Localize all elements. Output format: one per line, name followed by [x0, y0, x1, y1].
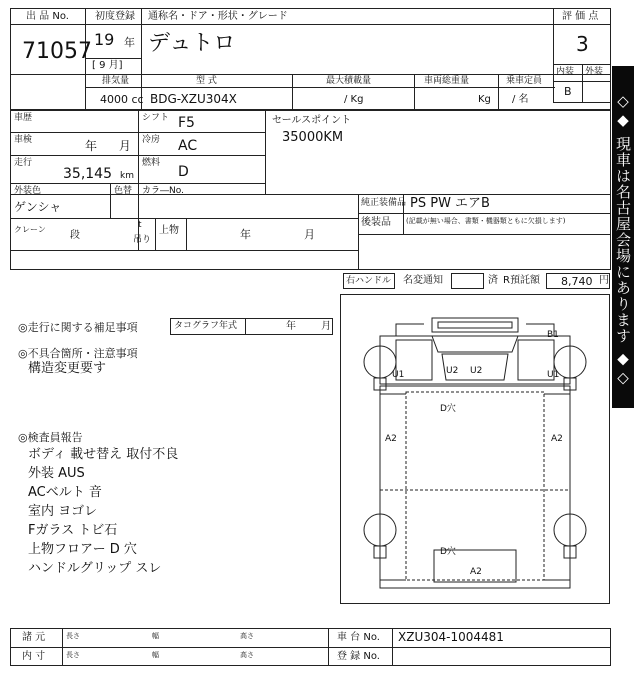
- yen-label: 円: [599, 275, 609, 286]
- type-label: 型 式: [196, 76, 217, 86]
- recycle-prefix: 済: [488, 275, 498, 286]
- shift-label: シフト: [142, 113, 170, 123]
- equipment-label: 純正装備品: [361, 198, 407, 208]
- chassis-label: 車 台 No.: [337, 632, 380, 643]
- interior-grade: B: [564, 85, 572, 98]
- specs-row-label: 諸 元: [22, 632, 46, 643]
- sales-point-value: 35000KM: [282, 130, 344, 145]
- inner-dims-row-label: 内 寸: [22, 651, 46, 662]
- damage-mark: A2: [470, 567, 482, 577]
- list-item: 外装 AUS: [28, 466, 85, 481]
- type-code: BDG-XZU304X: [150, 92, 237, 106]
- length-label: 長さ: [66, 651, 80, 659]
- gross-weight-value: Kg: [478, 94, 491, 105]
- damage-mark: U1: [392, 370, 405, 380]
- fuel-label: 燃料: [142, 158, 161, 168]
- color-no-label: カラ―No.: [142, 186, 184, 196]
- year-unit: 年: [124, 36, 135, 49]
- rhd-label: 右ハンドル: [346, 276, 392, 286]
- crane-label: クレーン: [14, 225, 46, 234]
- mileage-value: 35,145: [63, 166, 112, 182]
- after-parts-note: (記載が無い場合、書類・機器類ともに欠損します): [406, 217, 566, 225]
- after-parts-label: 後装品: [361, 217, 391, 228]
- model-label: 通称名・ドア・形状・グレード: [148, 11, 288, 22]
- damage-mark: U2: [470, 366, 483, 376]
- color-label: 外装色: [14, 186, 42, 196]
- width-label: 幅: [152, 632, 159, 640]
- inspection-value: 年 月: [85, 139, 131, 153]
- list-item: Fガラス トビ石: [28, 523, 118, 538]
- gross-weight-label: 車両総重量: [424, 76, 470, 86]
- chassis-number: XZU304-1004481: [398, 630, 504, 644]
- list-item: ハンドルグリップ スレ: [28, 561, 162, 576]
- defects-title: ◎不具合箇所・注意事項: [18, 347, 138, 360]
- inspection-label: 車検: [14, 135, 33, 145]
- ac-label: 冷房: [142, 135, 161, 145]
- score-value: 3: [576, 32, 589, 56]
- first-registration-label: 初度登録: [95, 11, 135, 22]
- inspector-title: ◎検査員報告: [18, 431, 83, 444]
- truck-diagram: [340, 294, 610, 604]
- bed-month: 月: [304, 228, 315, 241]
- capacity-value: / 名: [512, 94, 529, 105]
- interior-label: 内装: [556, 67, 575, 77]
- recycle-amount: 8,740: [561, 275, 593, 288]
- recycle-label: R預託額: [503, 275, 540, 286]
- width-label: 幅: [152, 651, 159, 659]
- bed-label: 上物: [159, 225, 179, 236]
- model-name: デュトロ: [148, 31, 236, 56]
- sales-point-label: セールスポイント: [272, 115, 352, 126]
- length-label: 長さ: [66, 632, 80, 640]
- mileage-unit: km: [120, 171, 134, 181]
- damage-mark: A2: [551, 434, 563, 444]
- mileage-label: 走行: [14, 158, 33, 168]
- bed-year: 年: [240, 228, 251, 241]
- displacement-label: 排気量: [102, 76, 130, 86]
- list-item: 室内 ヨゴレ: [28, 504, 98, 519]
- hoist-label: 吊り: [133, 235, 152, 245]
- location-banner: ◇◆ 現車は名古屋会場にあります ◆◇: [612, 66, 634, 408]
- exterior-label: 外装: [585, 67, 604, 77]
- list-item: ACベルト 音: [28, 485, 102, 500]
- list-item: 上物フロアー D 穴: [28, 542, 137, 557]
- year-value: 19: [94, 30, 115, 49]
- defects-text: 構造変更要す: [28, 361, 107, 376]
- damage-mark: U1: [547, 370, 560, 380]
- fuel-value: D: [178, 164, 189, 180]
- height-label: 高さ: [240, 632, 254, 640]
- name-change-box: [451, 273, 484, 289]
- damage-mark: D穴: [440, 547, 456, 557]
- capacity-label: 乗車定員: [506, 76, 543, 86]
- registration-label: 登 録 No.: [337, 651, 380, 662]
- score-label: 評 価 点: [562, 11, 599, 22]
- max-load-label: 最大積載量: [326, 76, 372, 86]
- shift-value: F5: [178, 115, 195, 131]
- inspector-list: [28, 445, 178, 578]
- ton-label: t: [138, 220, 142, 230]
- max-load-value: / Kg: [344, 94, 364, 105]
- tachograph-value: 年 月: [286, 321, 332, 332]
- height-label: 高さ: [240, 651, 254, 659]
- damage-mark: B1: [547, 330, 559, 340]
- color-value: ゲンシャ: [14, 200, 62, 214]
- damage-mark: D穴: [440, 404, 456, 414]
- name-change-label: 名変通知: [403, 275, 443, 286]
- color-change-label: 色替: [114, 186, 133, 196]
- history-label: 車歴: [14, 113, 33, 123]
- tachograph-label: タコグラフ年式: [174, 321, 238, 331]
- lot-label: 出 品 No.: [26, 11, 69, 22]
- damage-mark: A2: [385, 434, 397, 444]
- lot-number: 71057: [22, 39, 92, 64]
- displacement-value: 4000 cc: [100, 93, 144, 106]
- list-item: ボディ 載せ替え 取付不良: [28, 447, 179, 462]
- supplement-title: ◎走行に関する補足事項: [18, 321, 138, 334]
- ac-value: AC: [178, 138, 198, 154]
- damage-mark: U2: [446, 366, 459, 376]
- stage-label: 段: [70, 230, 80, 241]
- equipment-value: PS PW エアB: [410, 196, 490, 211]
- month-value: [ 9 月]: [92, 60, 123, 71]
